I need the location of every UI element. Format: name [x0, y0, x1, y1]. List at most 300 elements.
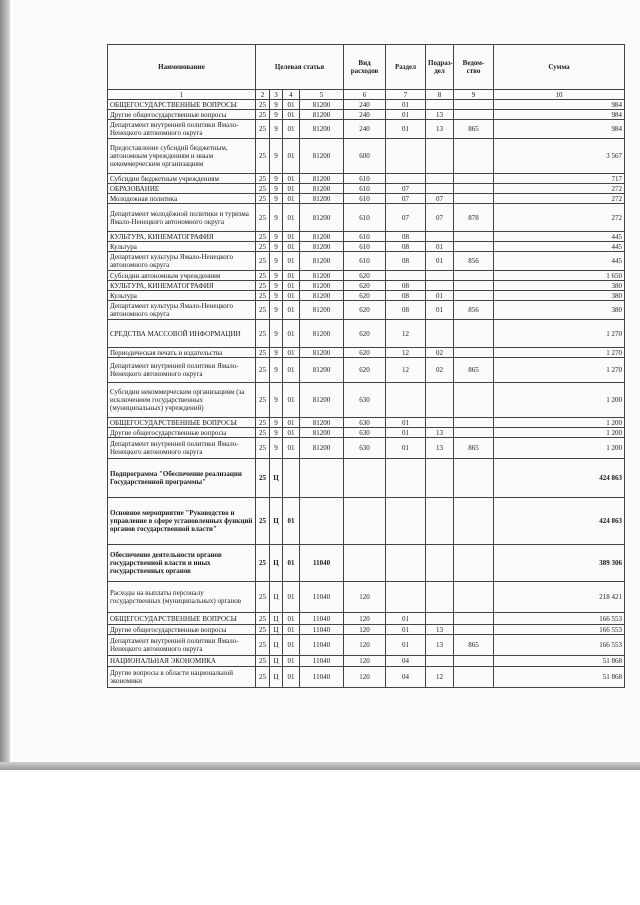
row-direction-code: 81200 [300, 184, 344, 194]
table-row [108, 613, 625, 625]
row-subprogram-code: 9 [270, 242, 283, 252]
row-amount: 424 863 [494, 459, 625, 498]
row-activity-code: 01 [283, 194, 300, 204]
budget-table [107, 44, 625, 688]
row-program-code: 25 [256, 281, 270, 291]
row-subsection [426, 139, 454, 174]
row-section [386, 383, 426, 418]
table-row [108, 428, 625, 438]
row-amount: 380 [494, 281, 625, 291]
row-subprogram-code: 9 [270, 271, 283, 281]
row-name: Департамент внутренней политики Ямало-Ненецкого автономного округа [108, 120, 256, 139]
row-subsection: 13 [426, 635, 454, 656]
row-subprogram-code: Ц [270, 498, 283, 545]
row-section: 04 [386, 656, 426, 667]
row-direction-code: 81200 [300, 291, 344, 301]
row-name: Другие общегосударственные вопросы [108, 625, 256, 635]
row-expense-type: 610 [344, 252, 386, 271]
row-amount: 51 868 [494, 667, 625, 688]
row-activity-code: 01 [283, 174, 300, 184]
header-section: Раздел [386, 45, 426, 90]
row-direction-code: 81200 [300, 120, 344, 139]
row-subsection [426, 545, 454, 582]
header-department: Ведом-ство [454, 45, 494, 90]
row-section: 08 [386, 252, 426, 271]
row-direction-code: 81200 [300, 383, 344, 418]
row-section [386, 271, 426, 281]
row-activity-code: 01 [283, 139, 300, 174]
row-amount: 1 270 [494, 358, 625, 383]
row-program-code: 25 [256, 438, 270, 459]
row-department: 878 [454, 204, 494, 232]
budget-table-body [108, 100, 625, 688]
row-activity-code: 01 [283, 418, 300, 428]
row-activity-code: 01 [283, 242, 300, 252]
row-subsection [426, 656, 454, 667]
table-row [108, 184, 625, 194]
row-subprogram-code: Ц [270, 582, 283, 613]
row-program-code: 25 [256, 139, 270, 174]
row-expense-type: 630 [344, 428, 386, 438]
row-subsection: 13 [426, 438, 454, 459]
row-amount: 1 200 [494, 383, 625, 418]
row-amount: 272 [494, 204, 625, 232]
row-name: Периодическая печать и издательства [108, 348, 256, 358]
row-program-code: 25 [256, 667, 270, 688]
row-name: Департамент внутренней политики Ямало-Ненецкого автономного округа [108, 358, 256, 383]
row-expense-type: 240 [344, 110, 386, 120]
table-row [108, 271, 625, 281]
row-section: 12 [386, 320, 426, 348]
row-department [454, 110, 494, 120]
row-amount: 166 553 [494, 625, 625, 635]
row-program-code: 25 [256, 194, 270, 204]
row-subprogram-code: Ц [270, 625, 283, 635]
row-program-code: 25 [256, 100, 270, 110]
row-activity-code: 01 [283, 582, 300, 613]
row-subprogram-code: 9 [270, 418, 283, 428]
row-activity-code: 01 [283, 348, 300, 358]
row-subprogram-code: Ц [270, 656, 283, 667]
row-name: Департамент молодёжной политики и туризма Ямало-Ненецкого автономного округа [108, 204, 256, 232]
row-subsection: 01 [426, 242, 454, 252]
row-direction-code: 11040 [300, 545, 344, 582]
row-name: Молодежная политика [108, 194, 256, 204]
row-department: 856 [454, 252, 494, 271]
row-amount: 1 650 [494, 271, 625, 281]
row-activity-code: 01 [283, 110, 300, 120]
table-row [108, 174, 625, 184]
row-direction-code: 81200 [300, 348, 344, 358]
row-name: Департамент культуры Ямало-Ненецкого автономного округа [108, 252, 256, 271]
row-section: 08 [386, 242, 426, 252]
row-name: Другие общегосударственные вопросы [108, 428, 256, 438]
row-amount: 1 200 [494, 438, 625, 459]
row-name: Другие общегосударственные вопросы [108, 110, 256, 120]
table-row [108, 252, 625, 271]
row-subsection [426, 174, 454, 184]
table-row [108, 100, 625, 110]
row-activity-code: 01 [283, 545, 300, 582]
table-row [108, 110, 625, 120]
row-subsection: 13 [426, 625, 454, 635]
row-program-code: 25 [256, 656, 270, 667]
row-section: 01 [386, 120, 426, 139]
row-subsection [426, 498, 454, 545]
row-direction-code [300, 498, 344, 545]
row-amount: 3 567 [494, 139, 625, 174]
row-subsection [426, 582, 454, 613]
row-department [454, 184, 494, 194]
row-direction-code: 81200 [300, 358, 344, 383]
row-department: 865 [454, 358, 494, 383]
row-program-code: 25 [256, 242, 270, 252]
row-department [454, 656, 494, 667]
row-subprogram-code: 9 [270, 348, 283, 358]
row-department [454, 291, 494, 301]
row-expense-type: 630 [344, 438, 386, 459]
header-name: Наименование [108, 45, 256, 90]
row-section: 01 [386, 418, 426, 428]
row-amount: 1 200 [494, 418, 625, 428]
table-row [108, 242, 625, 252]
row-subprogram-code: 9 [270, 184, 283, 194]
row-amount: 984 [494, 120, 625, 139]
row-amount: 1 270 [494, 320, 625, 348]
row-subsection: 01 [426, 301, 454, 320]
row-program-code: 25 [256, 358, 270, 383]
row-subsection [426, 271, 454, 281]
row-amount: 218 421 [494, 582, 625, 613]
row-name: СРЕДСТВА МАССОВОЙ ИНФОРМАЦИИ [108, 320, 256, 348]
table-row [108, 194, 625, 204]
header-expense-type: Вид расходов [344, 45, 386, 90]
row-direction-code: 81200 [300, 428, 344, 438]
row-expense-type: 630 [344, 418, 386, 428]
row-program-code: 25 [256, 383, 270, 418]
row-department [454, 428, 494, 438]
row-activity-code: 01 [283, 635, 300, 656]
row-subprogram-code: 9 [270, 358, 283, 383]
row-section: 08 [386, 301, 426, 320]
row-subprogram-code: 9 [270, 204, 283, 232]
row-department [454, 667, 494, 688]
table-row [108, 204, 625, 232]
row-expense-type: 620 [344, 348, 386, 358]
row-expense-type: 610 [344, 184, 386, 194]
row-amount: 166 553 [494, 613, 625, 625]
column-number: 6 [344, 90, 386, 100]
row-department: 856 [454, 301, 494, 320]
column-number: 5 [300, 90, 344, 100]
row-activity-code: 01 [283, 358, 300, 383]
row-subprogram-code: 9 [270, 252, 283, 271]
row-name: КУЛЬТУРА, КИНЕМАТОГРАФИЯ [108, 281, 256, 291]
row-expense-type: 610 [344, 242, 386, 252]
table-row [108, 418, 625, 428]
row-direction-code: 81200 [300, 438, 344, 459]
row-direction-code: 81200 [300, 252, 344, 271]
row-department: 865 [454, 438, 494, 459]
table-row [108, 348, 625, 358]
row-activity-code: 01 [283, 383, 300, 418]
row-section: 01 [386, 635, 426, 656]
row-amount: 445 [494, 242, 625, 252]
column-number: 9 [454, 90, 494, 100]
row-expense-type: 120 [344, 656, 386, 667]
row-subprogram-code: 9 [270, 320, 283, 348]
row-department [454, 232, 494, 242]
row-name: Субсидии бюджетным учреждениям [108, 174, 256, 184]
row-amount: 445 [494, 252, 625, 271]
row-activity-code: 01 [283, 301, 300, 320]
row-section: 12 [386, 358, 426, 383]
row-section: 08 [386, 281, 426, 291]
row-activity-code: 01 [283, 120, 300, 139]
row-activity-code: 01 [283, 291, 300, 301]
row-program-code: 25 [256, 498, 270, 545]
row-program-code: 25 [256, 635, 270, 656]
row-program-code: 25 [256, 625, 270, 635]
row-subprogram-code: 9 [270, 174, 283, 184]
row-subsection [426, 383, 454, 418]
row-name: Субсидии автономным учреждениям [108, 271, 256, 281]
row-amount: 984 [494, 100, 625, 110]
row-section [386, 139, 426, 174]
row-section: 01 [386, 613, 426, 625]
row-program-code: 25 [256, 320, 270, 348]
row-expense-type: 600 [344, 139, 386, 174]
table-row [108, 291, 625, 301]
row-expense-type: 120 [344, 635, 386, 656]
table-row [108, 139, 625, 174]
row-program-code: 25 [256, 120, 270, 139]
row-subprogram-code: 9 [270, 438, 283, 459]
row-subprogram-code: 9 [270, 120, 283, 139]
row-amount: 389 306 [494, 545, 625, 582]
row-program-code: 25 [256, 291, 270, 301]
row-department: 865 [454, 635, 494, 656]
row-activity-code: 01 [283, 100, 300, 110]
row-subsection: 12 [426, 667, 454, 688]
row-amount: 272 [494, 184, 625, 194]
row-activity-code: 01 [283, 320, 300, 348]
header-amount: Сумма [494, 45, 625, 90]
row-amount: 1 270 [494, 348, 625, 358]
row-program-code: 25 [256, 271, 270, 281]
row-direction-code: 81200 [300, 418, 344, 428]
column-number: 1 [108, 90, 256, 100]
row-amount: 984 [494, 110, 625, 120]
row-expense-type: 620 [344, 320, 386, 348]
row-department [454, 271, 494, 281]
row-department [454, 320, 494, 348]
row-subprogram-code: Ц [270, 635, 283, 656]
row-expense-type: 120 [344, 613, 386, 625]
table-row [108, 120, 625, 139]
row-department [454, 194, 494, 204]
row-name: Предоставление субсидий бюджетным, автономным учреждениям и иным некоммерческим организациям [108, 139, 256, 174]
table-row [108, 667, 625, 688]
row-subsection: 02 [426, 348, 454, 358]
row-program-code: 25 [256, 232, 270, 242]
row-subsection: 07 [426, 194, 454, 204]
column-number: 2 [256, 90, 270, 100]
row-program-code: 25 [256, 301, 270, 320]
row-department [454, 625, 494, 635]
row-section: 01 [386, 438, 426, 459]
row-subprogram-code: 9 [270, 281, 283, 291]
row-program-code: 25 [256, 204, 270, 232]
column-number: 4 [283, 90, 300, 100]
row-program-code: 25 [256, 582, 270, 613]
row-subsection [426, 100, 454, 110]
row-section: 12 [386, 348, 426, 358]
row-subprogram-code: 9 [270, 194, 283, 204]
row-amount: 380 [494, 291, 625, 301]
column-number: 3 [270, 90, 283, 100]
table-row [108, 545, 625, 582]
row-direction-code: 81200 [300, 174, 344, 184]
row-section: 08 [386, 291, 426, 301]
row-activity-code [283, 459, 300, 498]
row-department [454, 545, 494, 582]
row-amount: 424 863 [494, 498, 625, 545]
row-subprogram-code: 9 [270, 139, 283, 174]
row-direction-code: 81200 [300, 110, 344, 120]
row-department [454, 139, 494, 174]
row-amount: 380 [494, 301, 625, 320]
row-department [454, 174, 494, 184]
row-activity-code: 01 [283, 271, 300, 281]
row-amount: 717 [494, 174, 625, 184]
row-expense-type: 620 [344, 281, 386, 291]
row-name: ОБЩЕГОСУДАРСТВЕННЫЕ ВОПРОСЫ [108, 613, 256, 625]
row-expense-type: 630 [344, 383, 386, 418]
page-left-shadow [0, 0, 10, 770]
row-department [454, 100, 494, 110]
row-department [454, 242, 494, 252]
row-department [454, 383, 494, 418]
row-direction-code: 81200 [300, 100, 344, 110]
row-section [386, 545, 426, 582]
row-subsection: 13 [426, 120, 454, 139]
row-activity-code: 01 [283, 281, 300, 291]
row-section: 08 [386, 232, 426, 242]
row-direction-code: 81200 [300, 242, 344, 252]
row-department [454, 418, 494, 428]
row-department: 865 [454, 120, 494, 139]
row-expense-type [344, 498, 386, 545]
row-subsection [426, 418, 454, 428]
row-expense-type: 620 [344, 358, 386, 383]
row-name: КУЛЬТУРА, КИНЕМАТОГРАФИЯ [108, 232, 256, 242]
row-subsection: 01 [426, 252, 454, 271]
row-expense-type: 240 [344, 120, 386, 139]
row-department [454, 348, 494, 358]
row-subprogram-code: Ц [270, 667, 283, 688]
row-subprogram-code: 9 [270, 232, 283, 242]
row-direction-code: 11040 [300, 625, 344, 635]
row-expense-type: 120 [344, 625, 386, 635]
row-amount: 272 [494, 194, 625, 204]
row-direction-code: 11040 [300, 613, 344, 625]
row-section: 07 [386, 184, 426, 194]
row-department [454, 613, 494, 625]
row-subsection: 13 [426, 110, 454, 120]
column-number: 8 [426, 90, 454, 100]
row-subsection [426, 613, 454, 625]
row-section: 01 [386, 110, 426, 120]
header-row [108, 45, 625, 90]
row-subsection [426, 281, 454, 291]
row-program-code: 25 [256, 252, 270, 271]
table-row [108, 383, 625, 418]
row-program-code: 25 [256, 174, 270, 184]
row-program-code: 25 [256, 613, 270, 625]
row-name: Департамент внутренней политики Ямало-Ненецкого автономного округа [108, 635, 256, 656]
row-program-code: 25 [256, 348, 270, 358]
row-department [454, 498, 494, 545]
row-name: Культура [108, 291, 256, 301]
row-subsection: 13 [426, 428, 454, 438]
row-direction-code [300, 459, 344, 498]
row-subsection [426, 184, 454, 194]
row-subsection: 07 [426, 204, 454, 232]
row-expense-type [344, 459, 386, 498]
row-subprogram-code: 9 [270, 291, 283, 301]
row-subprogram-code: Ц [270, 613, 283, 625]
row-program-code: 25 [256, 545, 270, 582]
row-amount: 51 868 [494, 656, 625, 667]
row-section: 01 [386, 625, 426, 635]
row-subprogram-code: 9 [270, 383, 283, 418]
table-row [108, 656, 625, 667]
column-number: 7 [386, 90, 426, 100]
table-row [108, 320, 625, 348]
table-row [108, 438, 625, 459]
row-expense-type: 610 [344, 204, 386, 232]
row-section [386, 582, 426, 613]
row-department [454, 459, 494, 498]
row-section: 01 [386, 428, 426, 438]
row-section: 04 [386, 667, 426, 688]
row-direction-code: 81200 [300, 271, 344, 281]
header-subsection: Подраз-дел [426, 45, 454, 90]
column-number-row [108, 90, 625, 100]
row-name: Обеспечение деятельности органов государственной власти и иных государственных органов [108, 545, 256, 582]
row-subprogram-code: Ц [270, 545, 283, 582]
row-name: Департамент внутренней политики Ямало-Ненецкого автономного округа [108, 438, 256, 459]
header-target-article: Целевая статья [256, 45, 344, 90]
row-amount: 166 553 [494, 635, 625, 656]
row-name: Субсидии некоммерческим организациям (за исключением государственных (муниципальных) учреждений) [108, 383, 256, 418]
table-row [108, 498, 625, 545]
row-expense-type: 620 [344, 291, 386, 301]
row-activity-code: 01 [283, 428, 300, 438]
row-direction-code: 11040 [300, 667, 344, 688]
row-expense-type: 620 [344, 301, 386, 320]
table-row [108, 358, 625, 383]
row-activity-code: 01 [283, 613, 300, 625]
row-subsection [426, 459, 454, 498]
row-department [454, 281, 494, 291]
row-direction-code: 81200 [300, 232, 344, 242]
row-amount: 1 200 [494, 428, 625, 438]
row-section [386, 459, 426, 498]
row-section: 07 [386, 194, 426, 204]
row-direction-code: 81200 [300, 301, 344, 320]
